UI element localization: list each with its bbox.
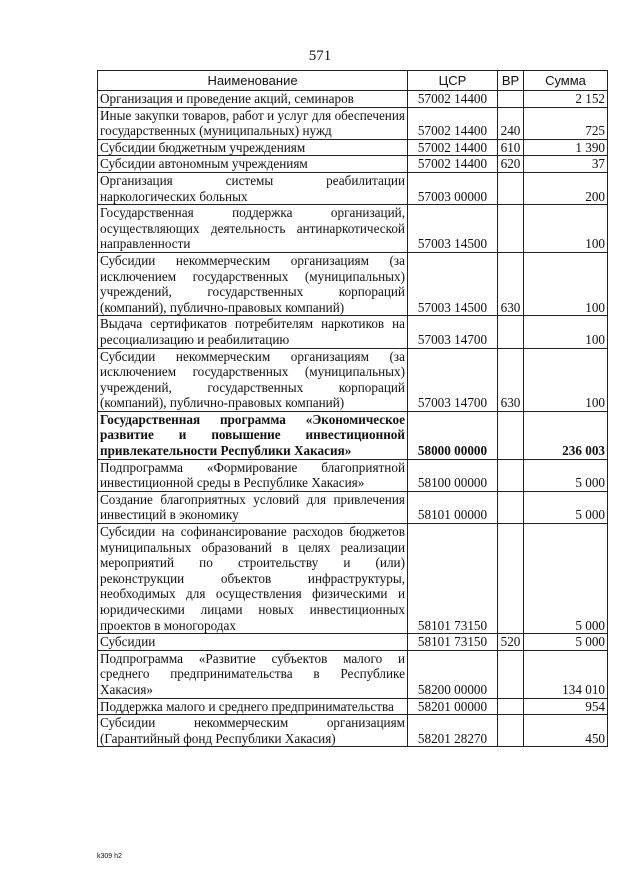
- row-sum: 725: [524, 107, 608, 139]
- row-csr: 57002 14400: [408, 91, 498, 108]
- row-vr: 520: [498, 634, 524, 651]
- row-vr: [498, 172, 524, 204]
- row-name: Выдача сертификатов потребителям наркотиков на ресоциализацию и реабилитацию: [98, 316, 408, 348]
- table-row: [98, 715, 608, 747]
- row-name: Иные закупки товаров, работ и услуг для обеспечения государственных (муниципальных) нужд: [98, 107, 408, 139]
- header-csr: ЦСР: [408, 71, 498, 91]
- row-sum: 5 000: [524, 634, 608, 651]
- row-name: Субсидии некоммерческим организациям (Гарантийный фонд Республики Хакасия): [98, 715, 408, 747]
- row-vr: [498, 650, 524, 698]
- row-vr: [498, 205, 524, 253]
- row-sum: 37: [524, 156, 608, 173]
- row-name: Субсидии некоммерческим организациям (за исключением государственных (муниципальных) учреждений, государственных корпораций (компаний), публично-правовых компаний): [98, 252, 408, 315]
- table-row: [98, 491, 608, 523]
- row-csr: 58201 28270: [408, 715, 498, 747]
- header-row: [98, 71, 608, 91]
- row-csr: 58200 00000: [408, 650, 498, 698]
- row-vr: [498, 411, 524, 459]
- header-name: Наименование: [98, 71, 408, 91]
- table-row: [98, 156, 608, 173]
- row-csr: 57003 14500: [408, 252, 498, 315]
- row-name: Субсидии автономным учреждениям: [98, 156, 408, 173]
- row-csr: 58101 73150: [408, 634, 498, 651]
- row-vr: [498, 316, 524, 348]
- row-name: Государственная поддержка организаций, осуществляющих деятельность антинаркотической направленности: [98, 205, 408, 253]
- row-vr: [498, 715, 524, 747]
- row-name: Государственная программа «Экономическое развитие и повышение инвестиционной привлекательности Республики Хакасия»: [98, 411, 408, 459]
- row-csr: 57003 00000: [408, 172, 498, 204]
- row-csr: 57003 14700: [408, 348, 498, 411]
- row-vr: 630: [498, 348, 524, 411]
- row-sum: 2 152: [524, 91, 608, 108]
- row-name: Субсидии бюджетным учреждениям: [98, 139, 408, 156]
- row-name: Субсидии на софинансирование расходов бюджетов муниципальных образований в целях реализации мероприятий по строительству и (или) реконструкции объектов инфраструктуры, необходимых для осуществления физическими и юридическими лицами новых инвестиционных проектов в моногородах: [98, 524, 408, 634]
- table-row: [98, 316, 608, 348]
- row-vr: 630: [498, 252, 524, 315]
- row-vr: [498, 491, 524, 523]
- row-sum: 100: [524, 205, 608, 253]
- row-sum: 100: [524, 348, 608, 411]
- row-csr: 57003 14700: [408, 316, 498, 348]
- row-name: Организация и проведение акций, семинаров: [98, 91, 408, 108]
- row-name: Субсидии некоммерческим организациям (за исключением государственных (муниципальных) учреждений, государственных корпораций (компаний), публично-правовых компаний): [98, 348, 408, 411]
- row-name: Создание благоприятных условий для привлечения инвестиций в экономику: [98, 491, 408, 523]
- table-row: [98, 252, 608, 315]
- header-sum: Сумма: [524, 71, 608, 91]
- row-sum: 100: [524, 316, 608, 348]
- footer-code: k309 h2: [97, 853, 122, 860]
- row-csr: 57002 14400: [408, 107, 498, 139]
- row-sum: 200: [524, 172, 608, 204]
- table-row: [98, 634, 608, 651]
- table-row-program: [98, 411, 608, 459]
- row-sum: 236 003: [524, 411, 608, 459]
- row-sum: 450: [524, 715, 608, 747]
- row-csr: 58000 00000: [408, 411, 498, 459]
- table-row: [98, 650, 608, 698]
- row-sum: 5 000: [524, 491, 608, 523]
- row-sum: 5 000: [524, 524, 608, 634]
- table-row: [98, 205, 608, 253]
- row-vr: [498, 91, 524, 108]
- row-csr: 58101 00000: [408, 491, 498, 523]
- row-name: Подпрограмма «Формирование благоприятной инвестиционной среды в Республике Хакасия»: [98, 459, 408, 491]
- row-vr: 610: [498, 139, 524, 156]
- row-csr: 58201 00000: [408, 698, 498, 715]
- row-csr: 57002 14400: [408, 156, 498, 173]
- row-vr: 240: [498, 107, 524, 139]
- row-sum: 5 000: [524, 459, 608, 491]
- row-vr: 620: [498, 156, 524, 173]
- budget-table: [97, 70, 608, 747]
- table-row: [98, 348, 608, 411]
- page-number: 571: [308, 48, 332, 64]
- table-row: [98, 698, 608, 715]
- row-vr: [498, 524, 524, 634]
- row-sum: 100: [524, 252, 608, 315]
- row-sum: 134 010: [524, 650, 608, 698]
- row-name: Организация системы реабилитации наркологических больных: [98, 172, 408, 204]
- table-row: [98, 91, 608, 108]
- row-sum: 1 390: [524, 139, 608, 156]
- table-row: [98, 172, 608, 204]
- row-name: Субсидии: [98, 634, 408, 651]
- row-name: Подпрограмма «Развитие субъектов малого и среднего предпринимательства в Республике Хакасия»: [98, 650, 408, 698]
- row-csr: 58100 00000: [408, 459, 498, 491]
- row-vr: [498, 698, 524, 715]
- row-name: Поддержка малого и среднего предпринимательства: [98, 698, 408, 715]
- row-vr: [498, 459, 524, 491]
- table-row: [98, 139, 608, 156]
- row-sum: 954: [524, 698, 608, 715]
- header-vr: ВР: [498, 71, 524, 91]
- row-csr: 58101 73150: [408, 524, 498, 634]
- row-csr: 57002 14400: [408, 139, 498, 156]
- table-row: [98, 524, 608, 634]
- table-row: [98, 107, 608, 139]
- row-csr: 57003 14500: [408, 205, 498, 253]
- table-row: [98, 459, 608, 491]
